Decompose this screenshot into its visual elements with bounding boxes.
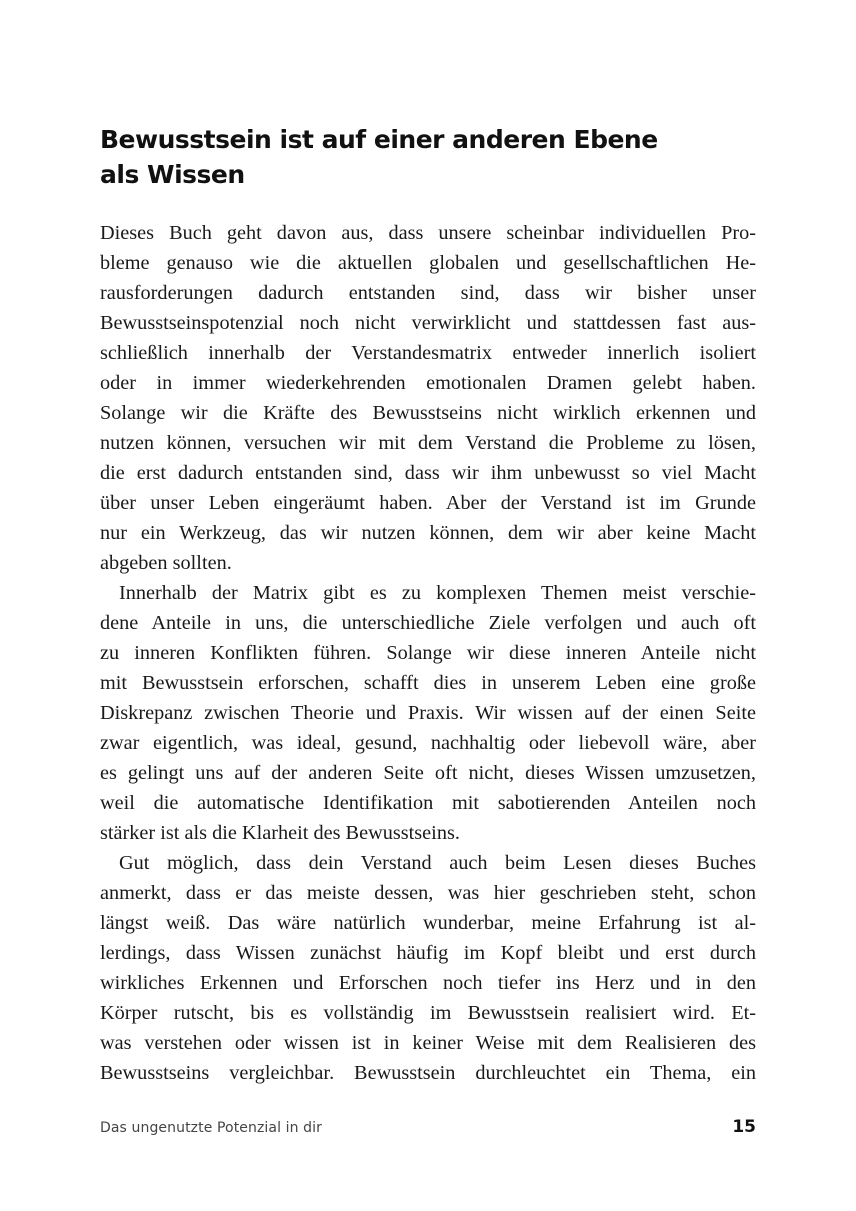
- text-line: Gut möglich, dass dein Verstand auch beim Lesen dieses Buches: [119, 852, 756, 874]
- section-heading: [100, 122, 700, 192]
- text-line: die erst dadurch entstanden sind, dass wir ihm unbewusst so viel Macht: [100, 462, 756, 484]
- text-line: nur ein Werkzeug, das wir nutzen können, dem wir aber keine Macht: [100, 522, 756, 544]
- text-line: Diskrepanz zwischen Theorie und Praxis. Wir wissen auf der einen Seite: [100, 702, 756, 724]
- text-line: Bewusstseinspotenzial noch nicht verwirklicht und stattdessen fast aus-: [100, 312, 756, 334]
- text-line: Solange wir die Kräfte des Bewusstseins nicht wirklich erkennen und: [100, 402, 756, 424]
- text-line: stärker ist als die Klarheit des Bewusstseins.: [100, 822, 460, 844]
- body-text: [100, 218, 756, 1088]
- page-number: 15: [732, 1117, 756, 1137]
- text-line: Bewusstseins vergleichbar. Bewusstsein durchleuchtet ein Thema, ein: [100, 1062, 756, 1084]
- running-footer-title: Das ungenutzte Potenzial in dir: [100, 1120, 322, 1136]
- text-line: dene Anteile in uns, die unterschiedliche Ziele verfolgen und auch oft: [100, 612, 756, 634]
- text-line: Dieses Buch geht davon aus, dass unsere scheinbar individuellen Pro-: [100, 222, 756, 244]
- text-line: schließlich innerhalb der Verstandesmatrix entweder innerlich isoliert: [100, 342, 756, 364]
- text-line: mit Bewusstsein erforschen, schafft dies in unserem Leben eine große: [100, 672, 756, 694]
- text-line: lerdings, dass Wissen zunächst häufig im Kopf bleibt und erst durch: [100, 942, 756, 964]
- text-line: Innerhalb der Matrix gibt es zu komplexen Themen meist verschie-: [119, 582, 756, 604]
- text-line: was verstehen oder wissen ist in keiner Weise mit dem Realisieren des: [100, 1032, 756, 1054]
- text-line: rausforderungen dadurch entstanden sind, dass wir bisher unser: [100, 282, 756, 304]
- text-line: nutzen können, versuchen wir mit dem Verstand die Probleme zu lösen,: [100, 432, 756, 454]
- text-line: anmerkt, dass er das meiste dessen, was hier geschrieben steht, schon: [100, 882, 756, 904]
- text-line: zu inneren Konflikten führen. Solange wir diese inneren Anteile nicht: [100, 642, 756, 664]
- text-line: bleme genauso wie die aktuellen globalen und gesellschaftlichen He-: [100, 252, 756, 274]
- heading-line-1: Bewusstsein ist auf einer anderen Ebene: [100, 125, 658, 154]
- text-line: längst weiß. Das wäre natürlich wunderbar, meine Erfahrung ist al-: [100, 912, 756, 934]
- text-line: abgeben sollten.: [100, 552, 232, 574]
- text-line: zwar eigentlich, was ideal, gesund, nachhaltig oder liebevoll wäre, aber: [100, 732, 756, 754]
- text-line: wirkliches Erkennen und Erforschen noch tiefer ins Herz und in den: [100, 972, 756, 994]
- text-line: Körper rutscht, bis es vollständig im Bewusstsein realisiert wird. Et-: [100, 1002, 756, 1024]
- text-line: weil die automatische Identifikation mit sabotierenden Anteilen noch: [100, 792, 756, 814]
- text-line: es gelingt uns auf der anderen Seite oft nicht, dieses Wissen umzusetzen,: [100, 762, 756, 784]
- text-line: über unser Leben eingeräumt haben. Aber der Verstand ist im Grunde: [100, 492, 756, 514]
- heading-line-2: als Wissen: [100, 160, 245, 189]
- text-line: oder in immer wiederkehrenden emotionalen Dramen gelebt haben.: [100, 372, 756, 394]
